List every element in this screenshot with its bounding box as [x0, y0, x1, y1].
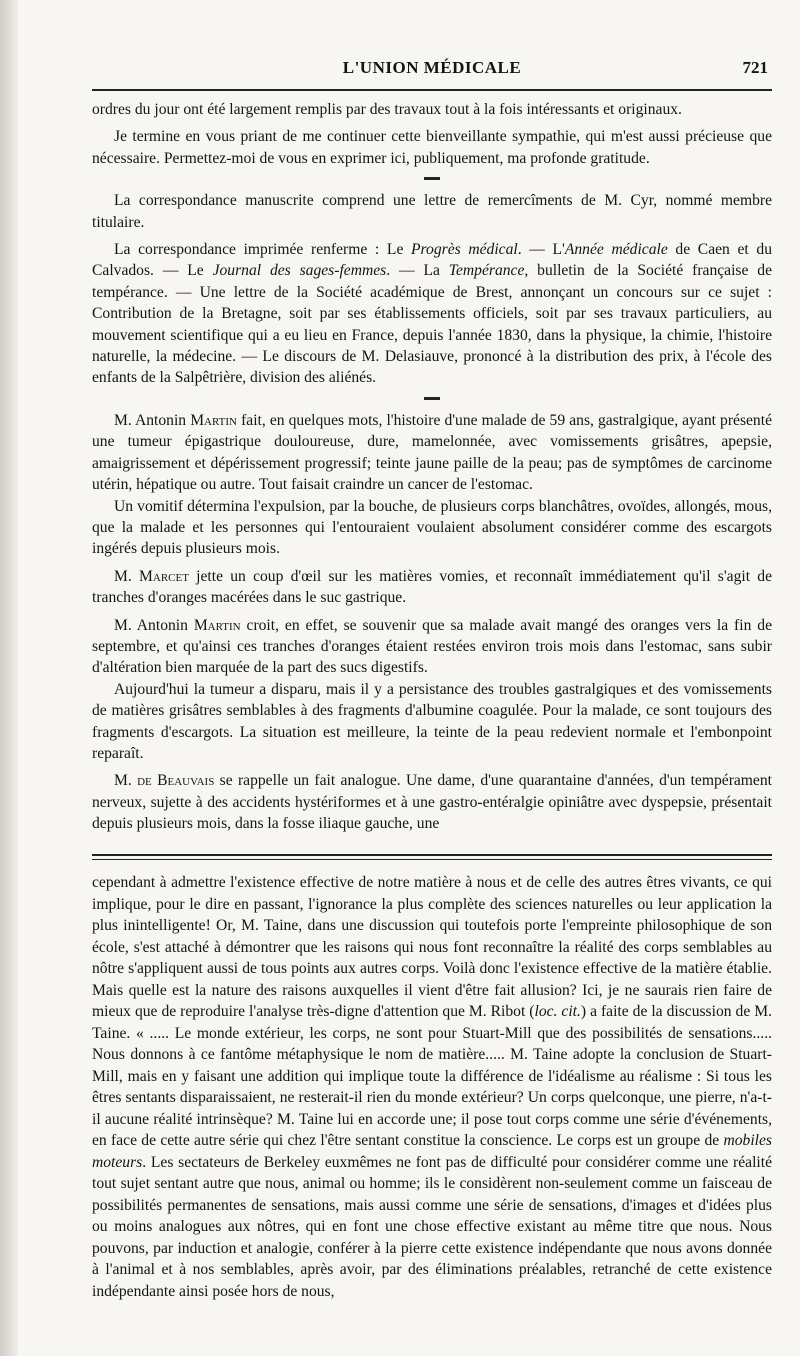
upper-text-block: [92, 99, 772, 841]
paragraph-closing: Je termine en vous priant de me continuer cette bienveillante sympathie, qui m'est aussi précieuse que nécessaire. Permettez-moi de vous en exprimer ici, publiquement, ma profonde gratitude.: [92, 128, 772, 167]
paragraph-correspondance-imprimee: [92, 239, 772, 389]
section-separator: [424, 397, 440, 400]
paragraph-tumeur: Aujourd'hui la tumeur a disparu, mais il y a persistance des troubles gastralgiques et des vomissements de matières grisâtres semblables à des fragments d'albumine coagulée. Pour la malade, ce sont toujours des fragments d'escargots. La situation est meilleure, la teinte de la peau redevient normale et l'embonpoint reparaît.: [92, 680, 772, 762]
page-number: 721: [742, 58, 768, 77]
italic-title: Année médicale: [564, 241, 668, 259]
text-run: . Les sectateurs de Berkeley euxmêmes ne font pas de difficulté pour considérer comme une réalité tout sujet sentant autre que nous, animal ou homme; ils le considèrent non-seulement comme un faisceau de possibilités permanentes de sensations, mais aussi comme une série de sensations, d'images et d'idées plus ou moins analogues aux nôtres, qui en font une chose effective existant au même titre que nous. Nous pouvons, par induction et analogie, conférer à la pierre cette existence indépendante que nous avons donnée à l'animal et à nos semblables, après avoir, par des éliminations préalables, retranché de cette existence indépendante ainsi posée hors de nous,: [92, 1153, 772, 1300]
text-run: de Caen et du Calvados. — Le: [92, 241, 772, 280]
paragraph-vomitif: Un vomitif détermina l'expulsion, par la bouche, de plusieurs corps blanchâtres, ovoïdes, allongés, mous, que la malade et les personnes qui l'entouraient voulaient absolument considérer comme des escargots ingérés depuis plusieurs mois.: [92, 497, 772, 558]
text-run: jette un coup d'œil sur les matières vomies, et reconnaît immédiatement qu'il s'agit de tranches d'oranges macérées dans le suc gastrique.: [92, 567, 773, 607]
running-title: L'UNION MÉDICALE: [342, 58, 522, 77]
paragraph-correspondance-manuscrite: La correspondance manuscrite comprend une lettre de remercîments de M. Cyr, nommé membre titulaire.: [92, 192, 772, 231]
speaker-name: de Beauvais: [137, 772, 215, 790]
paragraph-martin-case: [92, 410, 772, 496]
text-run: M. Antonin: [114, 616, 194, 634]
text-run: . — L': [517, 241, 565, 259]
text-run: ) a faite de la discussion de M. Taine. « ..... Le monde extérieur, les corps, ne sont pour Stuart-Mill que des possibilités de sensations..... Nous donnons à ce fantôme métaphysique le nom de matière..... M. Taine adopte la conclusion de Stuart-Mill, mais en y faisant une addition qui implique toute la différence de l'idéalisme au réalisme : Si tous les êtres sentants disparaissaient, ne resterait-il rien du monde extérieur? Un corps quelconque, une pierre, n'a-t-il aucune réalité intrinsèque? M. Taine lui en accorde une; il pose tout corps comme une série d'événements, en face de cette autre série qui chez l'être sentant constitue la conscience. Le corps est un groupe de: [92, 1003, 772, 1149]
text-run: , bulletin de la Société française de tempérance. — Une lettre de la Société académique de Brest, annonçant un concours sur ce sujet : Contribution de la Bretagne, soit par ses établissements officiels, soit par ses travaux particuliers, au mouvement scientifique qui a eu lieu en France, depuis l'année 1830, dans la physique, la chimie, l'histoire naturelle, la médecine. — Le discours de M. Delasiauve, prononcé à la distribution des prix, à l'école des enfants de la Salpêtrière, division des aliénés.: [92, 262, 772, 387]
section-separator: [424, 177, 440, 180]
speaker-name: Martin: [193, 616, 241, 634]
running-header: [92, 58, 772, 84]
paragraph-feuilleton: [92, 872, 772, 1302]
text-run: La correspondance imprimée renferme : Le: [114, 241, 412, 259]
text-run: M.: [114, 772, 138, 790]
feuilleton-divider: [92, 854, 772, 860]
paragraph-de-beauvais: [92, 770, 772, 834]
feuilleton-text-block: [92, 872, 772, 1308]
italic-term: mobiles moteurs: [92, 1132, 772, 1171]
text-run: . — La: [386, 262, 449, 280]
text-run: M. Antonin: [114, 411, 191, 429]
text-run: M.: [114, 567, 140, 585]
paragraph-martin-oranges: [92, 615, 772, 679]
speaker-name: Marcet: [139, 567, 189, 585]
header-rule: [92, 89, 772, 91]
italic-citation: loc. cit.: [534, 1003, 581, 1020]
page-edge-shadow: [0, 0, 18, 1356]
italic-title: Journal des sages-femmes: [212, 262, 387, 280]
paragraph-marcet: [92, 566, 772, 609]
paragraph-continued: ordres du jour ont été largement remplis par des travaux tout à la fois intéressants et originaux.: [92, 101, 682, 118]
speaker-name: Martin: [190, 411, 237, 429]
italic-title: Progrès médical: [411, 241, 518, 259]
text-run: cependant à admettre l'existence effective de notre matière à nous et de celle des autres êtres vivants, ce qui implique, pour le dire en passant, l'ignorance la plus complète des sciences naturelles ou leur application la plus inintelligente! Or, M. Taine, dans une discussion qui toutefois porte l'empreinte philosophique de son école, s'est attaché à démontrer que les raisons qui nous font reconnaître la réalité des corps semblables au nôtre s'appliquent aussi de tous points aux autres corps. Voilà donc l'existence effective de la matière établie. Mais quelle est la nature des raisons auxquelles il vient d'être fait allusion? Ici, je ne saurais rien faire de mieux que de reproduire l'analyse très-digne d'attention que M. Ribot (: [92, 874, 772, 1020]
text-run: croit, en effet, se souvenir que sa malade avait mangé des oranges vers la fin de septembre, et qu'ainsi ces tranches d'oranges étaient restées environ trois mois dans l'estomac, sans subir d'altération bien marquée de la part des sucs digestifs.: [92, 616, 772, 677]
italic-title: Tempérance: [448, 262, 525, 280]
text-run: fait, en quelques mots, l'histoire d'une malade de 59 ans, gastralgique, ayant présenté une tumeur épigastrique douloureuse, dure, mamelonnée, avec vomissements grisâtres, apepsie, amaigrissement et dépérissement progressif; teinte jaune paille de la peau; pas de symptômes de carcinome utérin, hépatique ou autre. Tout faisait craindre un cancer de l'estomac.: [92, 411, 772, 494]
text-run: se rappelle un fait analogue. Une dame, d'une quarantaine d'années, d'un tempérament nerveux, sujette à des accidents hystériformes et à une gastro-entéralgie opiniâtre avec dyspepsie, présentait depuis plusieurs mois, dans la fosse iliaque gauche, une: [92, 772, 772, 833]
